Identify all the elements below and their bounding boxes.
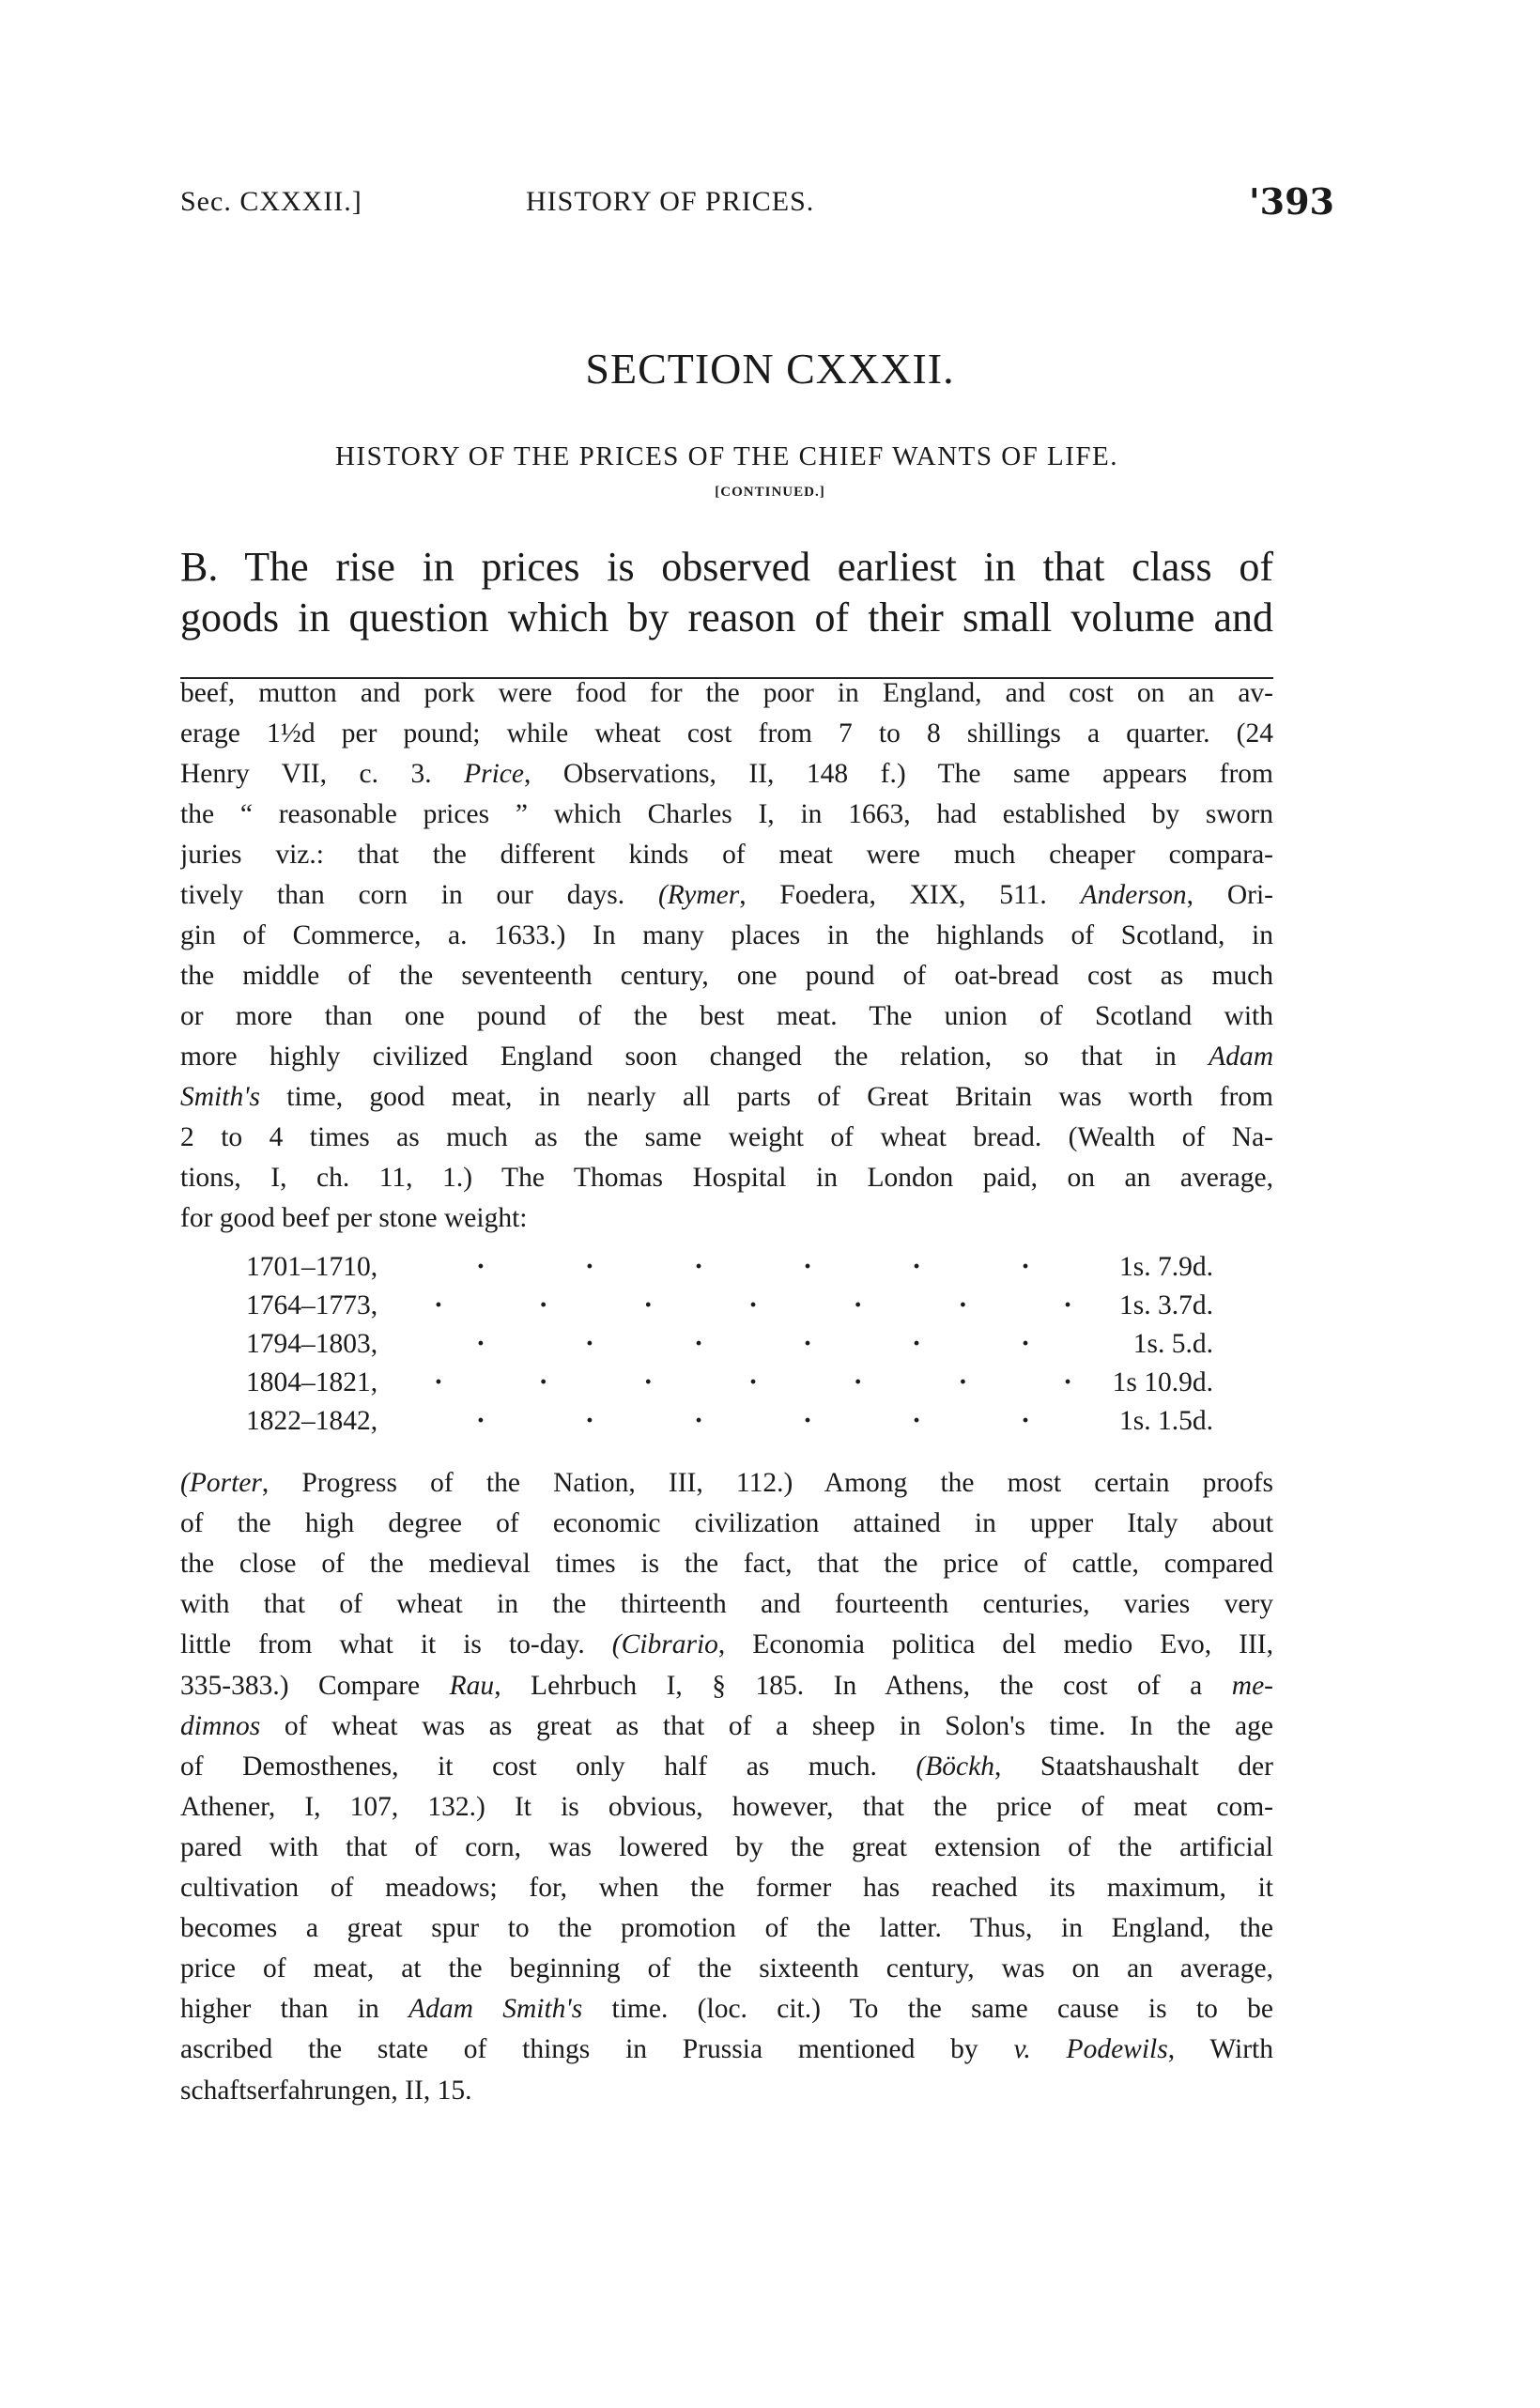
section-subtitle: HISTORY OF THE PRICES OF THE CHIEF WANTS OF LIFE. xyxy=(334,441,1119,471)
text-run: cultivation of meadows; for, when the former has reached its maximum, it xyxy=(180,1873,1273,1903)
text-line xyxy=(180,1042,1273,1074)
italic-citation: (Böckh xyxy=(916,1751,994,1782)
text-line xyxy=(180,920,1273,953)
period: 1822–1842, xyxy=(246,1406,378,1436)
text-run: 335-383.) Compare xyxy=(180,1670,450,1701)
text-run: tions, I, ch. 11, 1.) The Thomas Hospital in London paid, on an average, xyxy=(180,1163,1273,1193)
text-run: little from what it is to-day. xyxy=(180,1629,612,1660)
running-header-section: Sec. CXXXII.] xyxy=(180,186,362,217)
period: 1794–1803, xyxy=(246,1329,378,1359)
table-row xyxy=(246,1406,1213,1443)
italic-citation: Anderson xyxy=(1080,880,1187,910)
text-run: , Staatshaushalt der xyxy=(993,1751,1273,1782)
text-run: B. The rise in prices is observed earliest in that class of xyxy=(180,544,1273,590)
price: 1s 10.9d. xyxy=(1112,1367,1213,1397)
period: 1701–1710, xyxy=(246,1252,378,1282)
text-line xyxy=(180,1082,1273,1115)
text-run: , Progress of the Nation, III, 112.) Among the most certain proofs xyxy=(261,1468,1273,1498)
italic-citation: Price xyxy=(464,759,524,789)
text-run: for good beef per stone weight: xyxy=(180,1203,528,1233)
italic-citation: dimnos xyxy=(180,1710,261,1741)
text-run: beef, mutton and pork were food for the poor in England, and cost on an av- xyxy=(180,678,1273,708)
section-title: SECTION CXXXII. xyxy=(585,345,955,393)
italic-citation: v. Podewils xyxy=(1013,2034,1168,2065)
text-line xyxy=(180,1203,1273,1236)
price: 1s. 3.7d. xyxy=(1119,1290,1213,1320)
italic-citation: me- xyxy=(1231,1670,1273,1701)
page-number: '393 xyxy=(1249,180,1334,223)
text-run: of Demosthenes, it cost only half as much. xyxy=(180,1751,916,1782)
text-line xyxy=(180,1913,1273,1946)
text-line xyxy=(180,1994,1273,2027)
period: 1764–1773, xyxy=(246,1290,378,1320)
text-run: , Economia politica del medio Evo, III, xyxy=(717,1629,1273,1660)
dot-leader: · · · · · · xyxy=(476,1329,1030,1359)
text-run: more highly civilized England soon changed the relation, so that in xyxy=(180,1042,1209,1072)
text-run: time. (loc. cit.) To the same cause is to be xyxy=(582,1994,1273,2025)
text-run: price of meat, at the beginning of the sixteenth century, was on an average, xyxy=(180,1953,1273,1984)
dot-leader: · · · · · · · xyxy=(434,1367,1072,1397)
text-line xyxy=(180,1122,1273,1155)
text-run: with that of wheat in the thirteenth and fourteenth centuries, varies very xyxy=(180,1589,1273,1620)
text-run: , Observations, II, 148 f.) The same appears from xyxy=(523,759,1273,789)
text-run: of the high degree of economic civilization attained in upper Italy about xyxy=(180,1508,1273,1539)
italic-citation: (Cibrario xyxy=(611,1629,718,1660)
text-line xyxy=(180,2076,1273,2108)
text-line xyxy=(180,840,1273,872)
text-run: or more than one pound of the best meat. The union of Scotland with xyxy=(180,1001,1273,1031)
text-run: gin of Commerce, a. 1633.) In many places in the highlands of Scotland, in xyxy=(180,920,1273,950)
price: 1s. 7.9d. xyxy=(1119,1252,1213,1282)
text-run: the “ reasonable prices ” which Charles I, in 1663, had established by sworn xyxy=(180,799,1273,829)
text-line xyxy=(180,1001,1273,1034)
text-line xyxy=(180,1953,1273,1986)
table-row xyxy=(246,1329,1213,1366)
text-run: Athener, I, 107, 132.) It is obvious, however, that the price of meat com- xyxy=(180,1791,1273,1822)
text-line xyxy=(180,718,1273,751)
text-run: 2 to 4 times as much as the same weight of wheat bread. (Wealth of Na- xyxy=(180,1122,1273,1152)
table-row xyxy=(246,1252,1213,1289)
text-run: pared with that of corn, was lowered by the great extension of the artificial xyxy=(180,1831,1273,1862)
dot-leader: · · · · · · xyxy=(476,1406,1030,1436)
text-run: , Lehrbuch I, § 185. In Athens, the cost of a xyxy=(494,1670,1232,1701)
text-run: erage 1½d per pound; while wheat cost from 7 to 8 shillings a quarter. (24 xyxy=(180,718,1273,749)
text-line xyxy=(180,1752,1273,1784)
text-run: of wheat was as great as that of a sheep in Solon's time. In the age xyxy=(260,1710,1273,1741)
text-line xyxy=(180,880,1273,913)
text-run: becomes a great spur to the promotion of the latter. Thus, in England, the xyxy=(180,1913,1273,1944)
text-line xyxy=(180,1468,1273,1501)
text-run: , Wirth xyxy=(1167,2034,1273,2065)
dot-leader: · · · · · · xyxy=(476,1252,1030,1282)
text-run: time, good meat, in nearly all parts of Great Britain was worth from xyxy=(260,1082,1273,1112)
text-line xyxy=(180,1711,1273,1744)
text-line xyxy=(180,799,1273,832)
text-line xyxy=(180,1873,1273,1906)
dot-leader: · · · · · · · xyxy=(434,1290,1072,1320)
text-line xyxy=(180,1549,1273,1582)
text-line xyxy=(180,1671,1273,1704)
italic-citation: (Rymer xyxy=(657,880,740,910)
price: 1s. 1.5d. xyxy=(1119,1406,1213,1436)
period: 1804–1821, xyxy=(246,1367,378,1397)
text-line xyxy=(180,594,1273,643)
text-run: , Ori- xyxy=(1186,880,1273,910)
text-run: Henry VII, c. 3. xyxy=(180,759,465,789)
text-line xyxy=(180,543,1273,593)
italic-citation: Rau xyxy=(449,1670,495,1701)
text-line xyxy=(180,961,1273,994)
text-run: juries viz.: that the different kinds of meat were much cheaper compara- xyxy=(180,840,1273,870)
text-run: , Foedera, XIX, 511. xyxy=(739,880,1081,910)
italic-citation: Smith's xyxy=(180,1082,260,1112)
text-run: ascribed the state of things in Prussia mentioned by xyxy=(180,2034,1014,2065)
continued-note: [CONTINUED.] xyxy=(715,485,825,500)
text-line xyxy=(180,1629,1273,1662)
running-header-title: HISTORY OF PRICES. xyxy=(526,186,815,217)
text-run: the middle of the seventeenth century, one pound of oat-bread cost as much xyxy=(180,961,1273,991)
text-run: the close of the medieval times is the fact, that the price of cattle, compared xyxy=(180,1549,1273,1580)
text-run: schaftserfahrungen, II, 15. xyxy=(180,2075,472,2106)
text-line xyxy=(180,759,1273,792)
text-run: tively than corn in our days. xyxy=(180,880,658,910)
table-row xyxy=(246,1367,1213,1405)
text-line xyxy=(180,678,1273,711)
table-row xyxy=(246,1290,1213,1328)
italic-citation: Adam xyxy=(1209,1042,1273,1072)
text-line xyxy=(180,1832,1273,1865)
price: 1s. 5.d. xyxy=(1132,1329,1213,1359)
text-line xyxy=(180,1163,1273,1196)
text-run: higher than in xyxy=(180,1994,409,2025)
text-line xyxy=(180,1792,1273,1825)
italic-citation: (Porter xyxy=(180,1468,262,1498)
text-run: goods in question which by reason of their small volume and xyxy=(180,594,1273,641)
text-line xyxy=(180,1589,1273,1622)
text-line xyxy=(180,2034,1273,2067)
text-line xyxy=(180,1508,1273,1541)
italic-citation: Adam Smith's xyxy=(408,1994,583,2025)
